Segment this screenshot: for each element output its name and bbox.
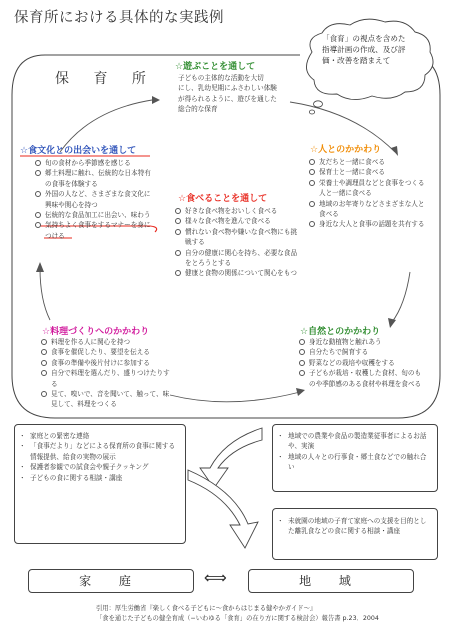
arrow-region-to-home-top: [200, 428, 262, 488]
taberu-list: [174, 206, 302, 279]
asobi-text-line: 総合的な保育: [178, 105, 218, 114]
cycle-arrowhead-left: [36, 262, 44, 272]
list-item: 外国の人など、さまざまな食文化に興味や関心を持つ: [34, 189, 156, 210]
cloud-note: [322, 33, 406, 66]
region-activities-box-1: [272, 424, 438, 492]
cloud-note-line: 「食育」の視点を含めた: [322, 34, 406, 43]
citation: [96, 604, 446, 623]
list-item: ・ 未就園の地域の子育て家庭への支援を目的とした離乳食などの食に関する相談・講座: [279, 516, 429, 537]
cycle-arrowhead-top-left: [152, 96, 160, 104]
shizen-heading: ☆自然とのかかわり: [300, 327, 381, 337]
citation-line: 引用：厚生労働省『楽しく食べる子どもに〜食からはじまる健やかガイド〜』: [96, 605, 317, 612]
list-item: 自分で料理を選んだり、盛りつけたりする: [40, 368, 170, 389]
hoikusho-label: 保 育 所: [55, 71, 156, 87]
list-item: 伝統的な食品加工に出会い、味わう: [34, 210, 156, 220]
two-way-arrow-icon: ⟺: [204, 568, 227, 587]
shokubunka-heading: ☆食文化との出会いを通して: [20, 146, 137, 156]
citation-line: 「食を通じた子どもの健全育成（−いわゆる「食育」の在り方に関する検討会）報告書 p.23．2004: [96, 614, 379, 622]
home-activities-box: [14, 424, 186, 544]
list-item: 健康と食物の関係について関心をもつ: [174, 268, 302, 278]
cycle-arrowhead-top-right: [391, 146, 398, 156]
cycle-arrowhead-bottom: [296, 388, 305, 396]
shokubunka-list: [34, 158, 156, 241]
list-item: 友だちと一緒に食べる: [308, 157, 428, 167]
page-title: 保育所における具体的な実践例: [14, 10, 224, 26]
cloud-bubble-2: [309, 110, 314, 114]
list-item: 様々な食べ物を進んで食べる: [174, 216, 302, 226]
ryouri-heading: ☆料理づくりへのかかわり: [42, 327, 150, 337]
list-item: 栄養士や調理員などと食事をつくる人と一緒に食べる: [308, 178, 428, 199]
list-item: 身近な大人と食事の話題を共有する: [308, 219, 428, 229]
hito-heading: ☆人とのかかわり: [310, 145, 382, 155]
asobi-heading: ☆遊ぶことを通して: [175, 62, 256, 72]
list-item: 子どもが栽培・収穫した食材、旬のものや季節感のある食材や料理を食べる: [298, 368, 426, 389]
region-activities-list-2: [279, 516, 429, 537]
list-item: 自分の健康に関心を持ち、必要な食品をとろうとする: [174, 248, 302, 269]
list-item: 慣れない食べ物や嫌いな食べ物にも挑戦する: [174, 227, 302, 248]
list-item: 身近な動植物と触れあう: [298, 337, 426, 347]
cycle-arc-left: [40, 268, 50, 320]
ryouri-list: [40, 337, 170, 410]
list-item: ・ 地域での農業や食品の製造業従事者によるお話や、実演: [279, 431, 429, 452]
list-item: 旬の食材から季節感を感じる: [34, 158, 156, 168]
katei-label: 家 庭: [28, 569, 194, 593]
list-item: 保育士と一緒に食べる: [308, 167, 428, 177]
cloud-note-line: 価・改善を踏まえて: [322, 56, 391, 65]
shizen-list: [298, 337, 426, 389]
list-item: 見て、嗅いで、音を聞いて、触って、味見して、料理をつくる: [40, 389, 170, 410]
chiiki-label: 地 域: [248, 569, 414, 593]
region-activities-box-2: [272, 508, 438, 560]
asobi-text-line: 子どもの主体的な活動を大切: [178, 74, 264, 82]
list-item: 気持ちよく食事をするマナーを身につける: [34, 220, 156, 241]
list-item: 自分たちで飼育する: [298, 347, 426, 357]
list-item: 地域のお年寄りなどさまざまな人と食べる: [308, 199, 428, 220]
list-item: 野菜などの栽培や収穫をする: [298, 358, 426, 368]
list-item: 食事の準備や後片付けに参加する: [40, 358, 170, 368]
cycle-arrowhead-right: [388, 318, 396, 328]
cloud-bubble-1: [314, 101, 323, 107]
list-item: ・ 地域の人々との行事食・郷土食などでの触れ合い: [279, 452, 429, 473]
list-item: 食事を催促したり、要望を伝える: [40, 347, 170, 357]
asobi-text-line: にし、乳幼児期にふさわしい体験: [178, 84, 277, 93]
list-item: ・ 保護者参観での試食会や親子クッキング: [21, 462, 177, 472]
list-item: ・ 「食事だより」などによる保育所の食事に関する情報提供、給食の実物の展示: [21, 441, 177, 462]
asobi-text-line: が得られるように、遊びを通した: [178, 94, 277, 103]
cloud-note-line: 指導計画の作成、及び評: [322, 45, 406, 54]
list-item: 好きな食べ物をおいしく食べる: [174, 206, 302, 216]
list-item: 料理を作る人に関心を持つ: [40, 337, 170, 347]
list-item: 郷土料理に触れ、伝統的な日本特有の食事を体験する: [34, 168, 156, 189]
arrow-home-to-region-bottom: [188, 470, 258, 548]
home-activities-list: [21, 431, 177, 483]
taberu-heading: ☆食べることを通して: [178, 194, 268, 204]
region-activities-list-1: [279, 431, 429, 473]
cycle-arc-bottom: [170, 392, 300, 402]
list-item: ・ 家庭との緊密な連絡: [21, 431, 177, 441]
cycle-arc-right: [392, 272, 410, 322]
list-item: ・ 子どもの食に関する相談・講座: [21, 473, 177, 483]
hito-list: [308, 157, 428, 230]
asobi-text: [178, 73, 277, 115]
